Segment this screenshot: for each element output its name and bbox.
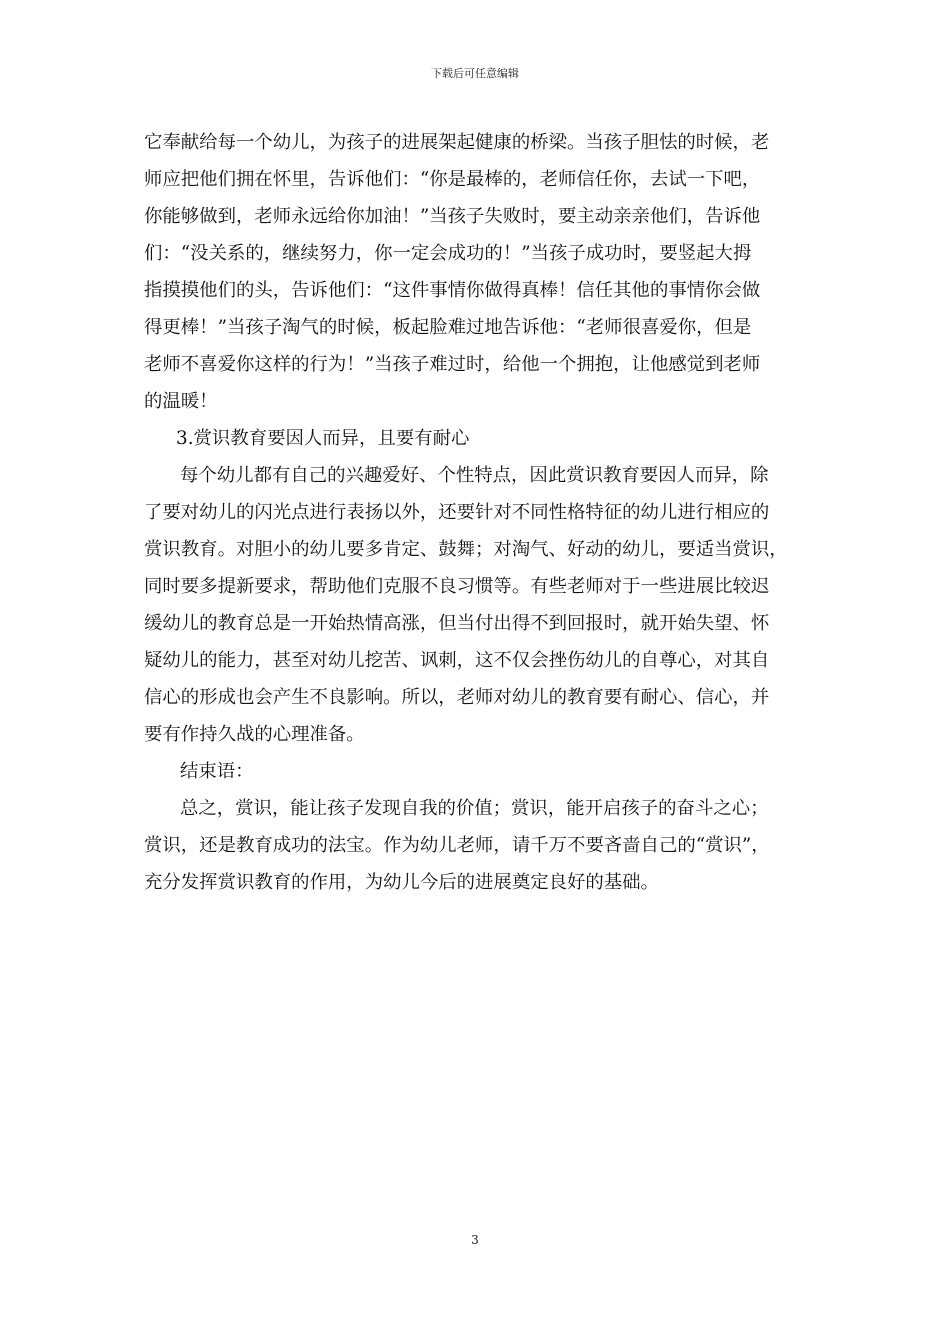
paragraph-line: 的温暖！ [144, 391, 218, 412]
paragraph-line: 它奉献给每一个幼儿，为孩子的进展架起健康的桥梁。当孩子胆怯的时候，老 [144, 132, 770, 153]
paragraph-line: 同时要多提新要求，帮助他们克服不良习惯等。有些老师对于一些进展比较迟 [144, 576, 770, 597]
paragraph-line: 赏识教育。对胆小的幼儿要多肯定、鼓舞；对淘气、好动的幼儿，要适当赏识， [144, 539, 788, 560]
paragraph-line: 师应把他们拥在怀里，告诉他们：“你是最棒的，老师信任你，去试一下吧， [144, 169, 761, 190]
paragraph-line: 总之，赏识，能让孩子发现自我的价值；赏识，能开启孩子的奋斗之心； [180, 798, 769, 819]
paragraph-line: 要有作持久战的心理准备。 [144, 724, 365, 745]
paragraph-line: 得更棒！”当孩子淘气的时候，板起脸难过地告诉他：“老师很喜爱你，但是 [144, 317, 752, 338]
paragraph-line: 充分发挥赏识教育的作用，为幼儿今后的进展奠定良好的基础。 [144, 872, 659, 893]
paragraph-line: 你能够做到，老师永远给你加油！”当孩子失败时，要主动亲亲他们，告诉他 [144, 206, 761, 227]
paragraph-line: 每个幼儿都有自己的兴趣爱好、个性特点，因此赏识教育要因人而异，除 [180, 465, 769, 486]
paragraph-line: 指摸摸他们的头，告诉他们：“这件事情你做得真棒！信任其他的事情你会做 [144, 280, 761, 301]
paragraph-line: 赏识，还是教育成功的法宝。作为幼儿老师，请千万不要吝啬自己的“赏识”， [144, 835, 770, 856]
section-heading: 3.赏识教育要因人而异，且要有耐心 [176, 428, 470, 449]
section-heading: 结束语： [180, 761, 254, 782]
paragraph-line: 们：“没关系的，继续努力，你一定会成功的！”当孩子成功时，要竖起大拇 [144, 243, 752, 264]
paragraph-line: 信心的形成也会产生不良影响。所以，老师对幼儿的教育要有耐心、信心，并 [144, 687, 770, 708]
page-number: 3 [471, 1233, 479, 1247]
page-header: 下载后可任意编辑 [431, 67, 519, 80]
paragraph-line: 缓幼儿的教育总是一开始热情高涨，但当付出得不到回报时，就开始失望、怀 [144, 613, 770, 634]
paragraph-line: 疑幼儿的能力，甚至对幼儿挖苦、讽刺，这不仅会挫伤幼儿的自尊心，对其自 [144, 650, 770, 671]
paragraph-line: 了要对幼儿的闪光点进行表扬以外，还要针对不同性格特征的幼儿进行相应的 [144, 502, 770, 523]
paragraph-line: 老师不喜爱你这样的行为！”当孩子难过时，给他一个拥抱，让他感觉到老师 [144, 354, 761, 375]
document-body [144, 124, 808, 901]
